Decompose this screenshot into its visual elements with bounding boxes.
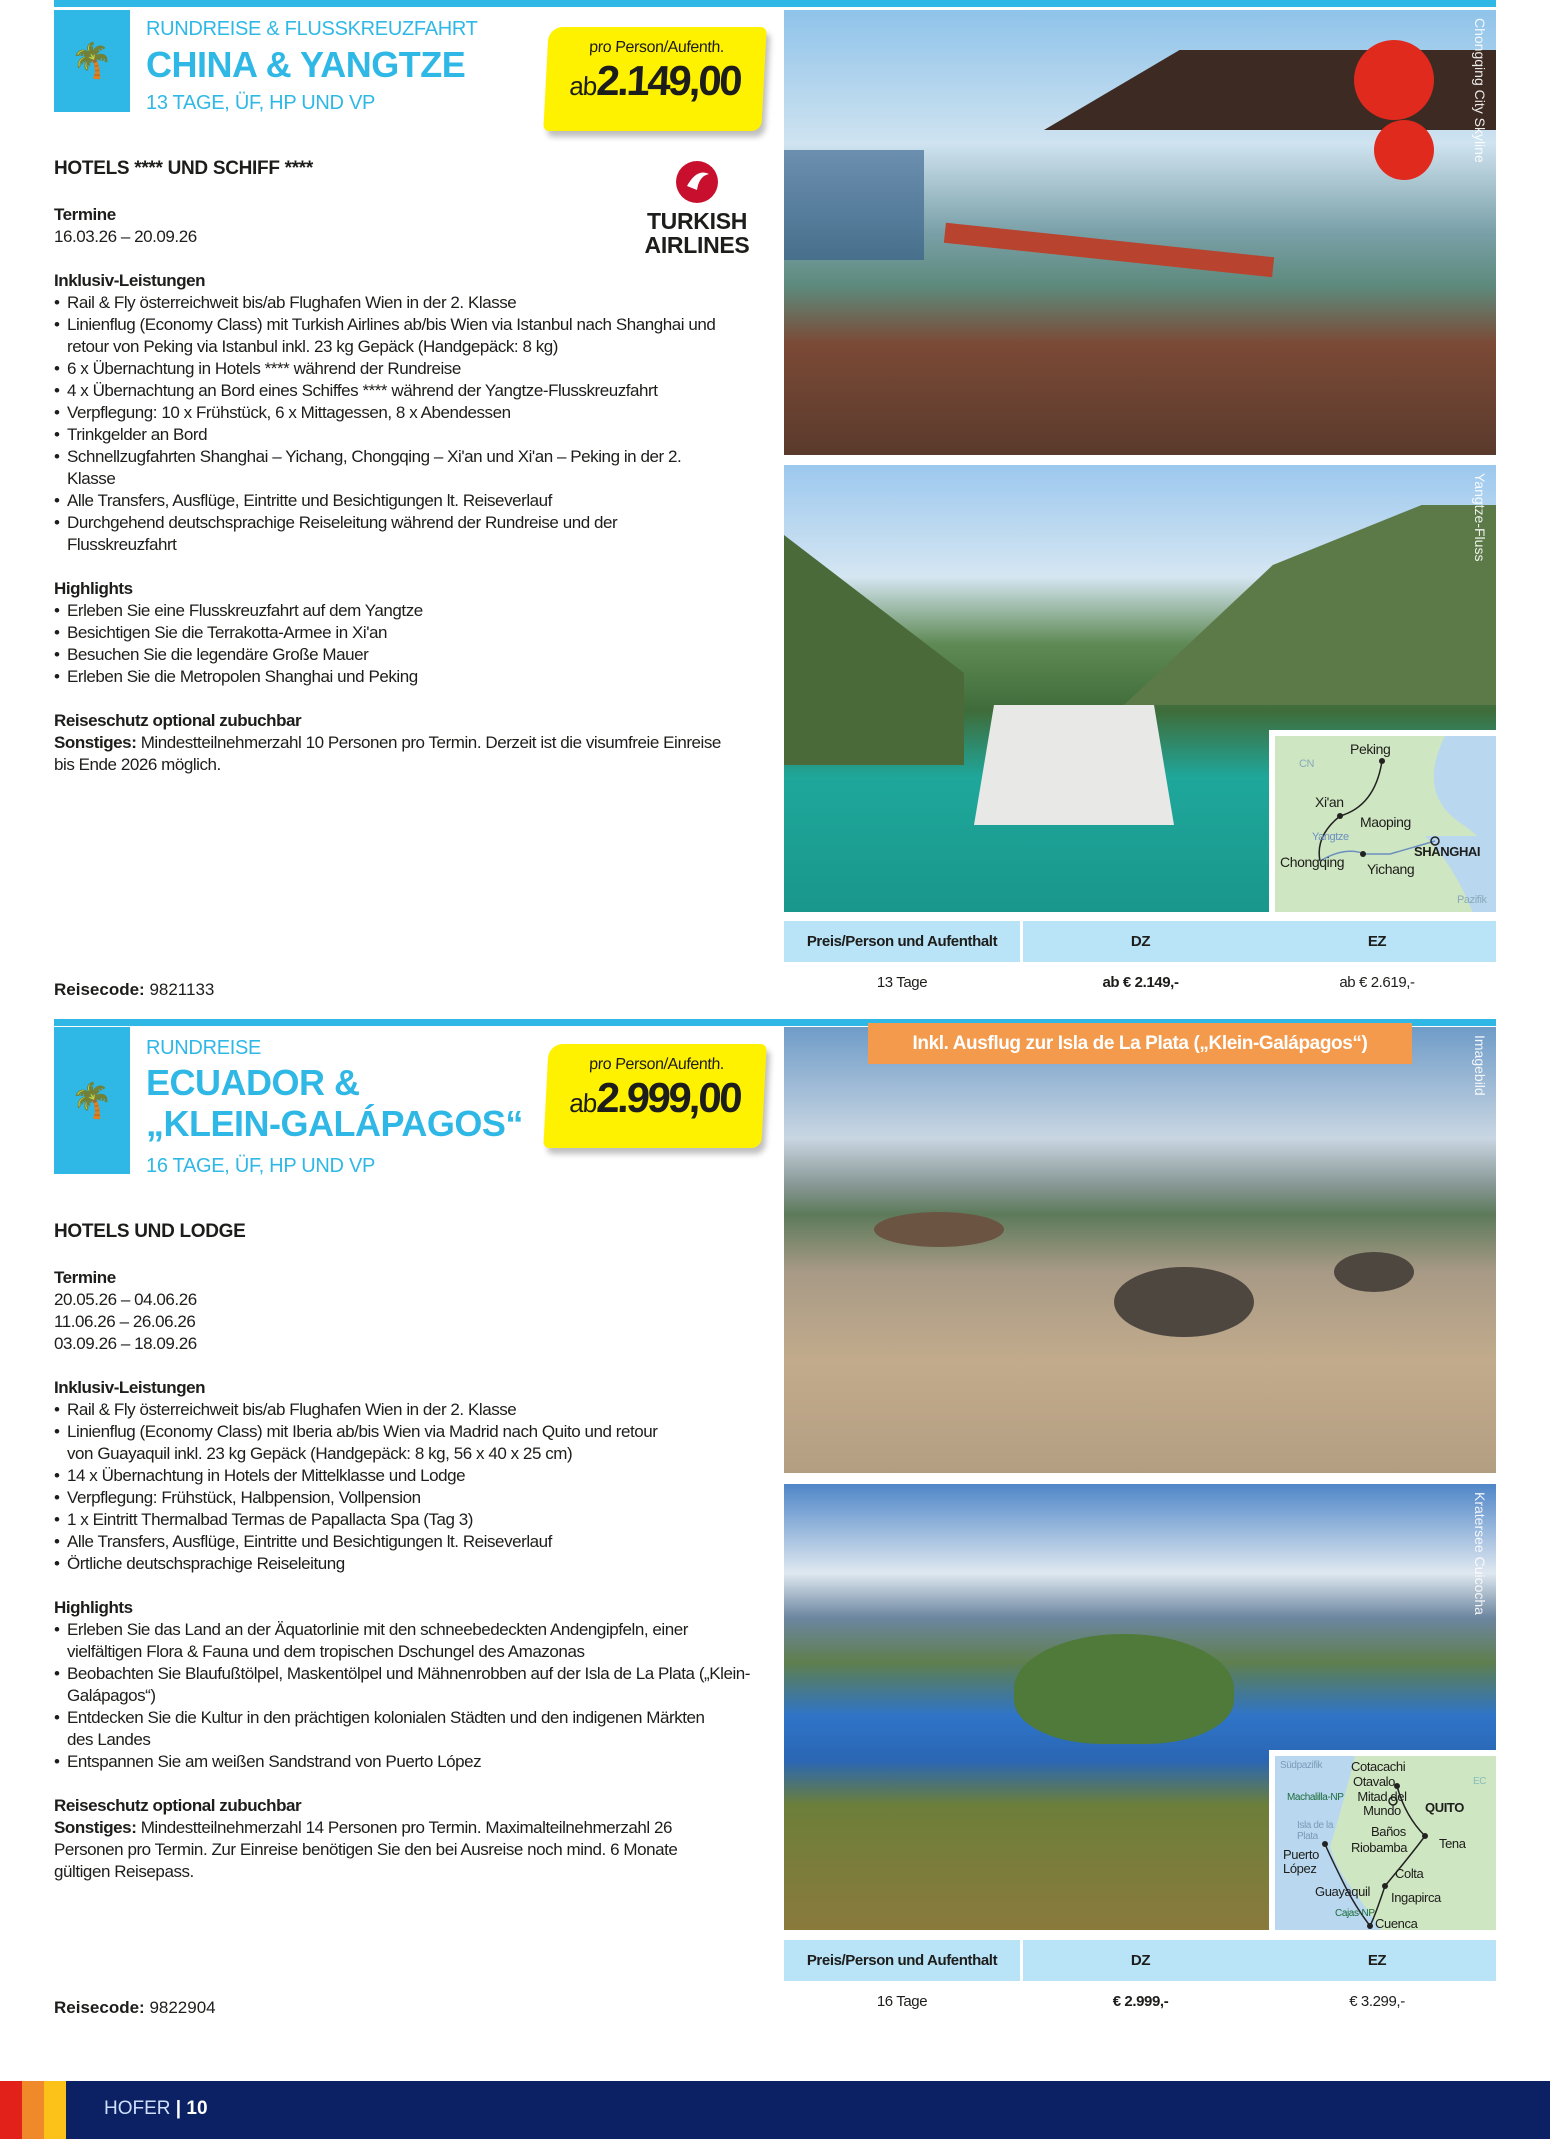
reisecode-label: Reisecode:: [54, 980, 145, 999]
map-label: Peking: [1350, 741, 1391, 757]
price-table: [784, 1940, 1496, 2021]
table-cell: ab € 2.619,-: [1339, 973, 1415, 991]
table-header: EZ: [1258, 1940, 1496, 1981]
list-item: • 1 x Eintritt Thermalbad Termas de Papallacta Spa (Tag 3): [54, 1509, 754, 1531]
price-badge-label: pro Person/Aufenth.: [588, 1056, 725, 1073]
route-map-china: [1269, 730, 1496, 912]
map-label: Mitad del Mundo: [1357, 1789, 1407, 1818]
route-map-ecuador: [1269, 1750, 1496, 1930]
section-divider: [54, 0, 1496, 7]
map-label: Südpazifik: [1280, 1760, 1323, 1771]
reisecode-value: 9821133: [149, 980, 215, 999]
offer-category: RUNDREISE & FLUSSKREUZFAHRT: [146, 18, 478, 40]
price-badge: [543, 1044, 766, 1148]
termine-label: Termine: [54, 205, 116, 224]
list-item: • Rail & Fly österreichweit bis/ab Flughafen Wien in der 2. Klasse: [54, 1399, 754, 1421]
list-item: • Besuchen Sie die legendäre Große Mauer: [54, 644, 754, 666]
price-prefix: ab: [568, 1088, 598, 1118]
table-cell: € 2.999,-: [1112, 1992, 1169, 2010]
map-label: Ingapirca: [1391, 1890, 1441, 1905]
inklusiv-label: Inklusiv-Leistungen: [54, 1378, 206, 1397]
list-item: • Schnellzugfahrten Shanghai – Yichang, Chongqing – Xi'an und Xi'an – Peking in der 2. Klasse: [54, 446, 694, 490]
table-header: DZ: [1023, 921, 1258, 962]
table-header: DZ: [1023, 1940, 1258, 1981]
map-label: Yangtze: [1312, 831, 1349, 843]
map-label: Yichang: [1367, 861, 1415, 877]
offer-subtitle: 13 TAGE, ÜF, HP UND VP: [146, 92, 376, 114]
list-item: • Erleben Sie eine Flusskreuzfahrt auf dem Yangtze: [54, 600, 754, 622]
price-value: 2.999,00: [595, 1074, 742, 1121]
accommodation-heading: HOTELS **** UND SCHIFF ****: [54, 158, 313, 179]
highlights-list: [54, 600, 754, 688]
table-row: [784, 962, 1496, 1002]
termin-date: 20.05.26 – 04.06.26: [54, 1290, 197, 1309]
termin-date: 03.09.26 – 18.09.26: [54, 1334, 197, 1353]
offer-category: RUNDREISE: [146, 1037, 262, 1059]
map-label: Chongqing: [1280, 854, 1345, 870]
map-label: Otavalo: [1353, 1774, 1396, 1789]
photo-chongqing: [784, 10, 1496, 455]
price-badge: [543, 27, 766, 131]
map-label: Maoping: [1360, 814, 1411, 830]
map-label: Colta: [1395, 1866, 1424, 1881]
list-item: • 14 x Übernachtung in Hotels der Mittelklasse und Lodge: [54, 1465, 754, 1487]
list-item: • Durchgehend deutschsprachige Reiseleitung während der Rundreise und der Flusskreuzfahrt: [54, 512, 694, 556]
inklusiv-list: [54, 292, 754, 556]
stripe-orange: [22, 2081, 44, 2139]
map-label: Machalilla-NP: [1287, 1792, 1344, 1803]
palm-tree-icon: 🌴: [54, 1027, 130, 1174]
reiseschutz-note: Reiseschutz optional zubuchbar: [54, 711, 302, 730]
photo-credit: Chongqing City Skyline: [1472, 18, 1488, 163]
list-item: • Verpflegung: Frühstück, Halbpension, Vollpension: [54, 1487, 754, 1509]
map-label: Puerto López: [1283, 1847, 1319, 1876]
table-header: Preis/Person und Aufenthalt: [784, 921, 1020, 962]
airline-bird-icon: [675, 160, 719, 204]
offer-details: [54, 1267, 754, 1883]
price-prefix: ab: [568, 71, 598, 101]
price-table: [784, 921, 1496, 1002]
price-value: 2.149,00: [595, 57, 742, 104]
map-label: SHANGHAI: [1414, 844, 1481, 859]
termin-date: 16.03.26 – 20.09.26: [54, 227, 197, 246]
offer-title-line-1: ECUADOR &: [146, 1062, 360, 1103]
page-number-value: 10: [186, 2098, 208, 2119]
reisecode-value: 9822904: [149, 1998, 216, 2017]
map-label: EC: [1473, 1776, 1487, 1787]
list-item: • Verpflegung: 10 x Frühstück, 6 x Mittagessen, 8 x Abendessen: [54, 402, 754, 424]
map-label: Xi'an: [1315, 794, 1344, 810]
map-label: Isla de la Plata: [1297, 1820, 1334, 1842]
offer-details: [54, 204, 754, 776]
map-label: Baños: [1371, 1824, 1406, 1839]
airline-name: TURKISH AIRLINES: [644, 208, 750, 258]
list-item: • Alle Transfers, Ausflüge, Eintritte und Besichtigungen lt. Reiseverlauf: [54, 1531, 754, 1553]
table-cell: 16 Tage: [876, 1992, 928, 2010]
map-label: Tena: [1439, 1836, 1466, 1851]
list-item: • Linienflug (Economy Class) mit Turkish Airlines ab/bis Wien via Istanbul nach Shanghai und retour von Peking via Istanbul inkl. 23 kg Gepäck (Handgepäck: 8 kg): [54, 314, 754, 358]
excursion-banner: Inkl. Ausflug zur Isla de La Plata („Klein-Galápagos“): [868, 1023, 1412, 1064]
map-label: Pazifik: [1457, 894, 1487, 906]
sonstiges-text: Mindestteilnehmerzahl 10 Personen pro Termin. Derzeit ist die visumfreie Einreise bis Ende 2026 möglich.: [54, 733, 721, 774]
inklusiv-label: Inklusiv-Leistungen: [54, 271, 206, 290]
map-label: QUITO: [1425, 1800, 1464, 1815]
table-header: Preis/Person und Aufenthalt: [784, 1940, 1020, 1981]
list-item: • Erleben Sie das Land an der Äquatorlinie mit den schneebedeckten Andengipfeln, einer vielfältigen Flora & Fauna und dem tropischen Dschungel des Amazonas: [54, 1619, 734, 1663]
photo-credit: Yangtze-Fluss: [1472, 473, 1488, 562]
sonstiges-label: Sonstiges:: [54, 1818, 137, 1837]
stripe-yellow: [44, 2081, 66, 2139]
table-row: [784, 1981, 1496, 2021]
palm-tree-icon: 🌴: [54, 10, 130, 112]
list-item: • Rail & Fly österreichweit bis/ab Flughafen Wien in der 2. Klasse: [54, 292, 754, 314]
photo-credit: Imagebild: [1472, 1035, 1488, 1096]
list-item: • Örtliche deutschsprachige Reiseleitung: [54, 1553, 754, 1575]
highlights-list: [54, 1619, 754, 1773]
map-label: Riobamba: [1351, 1840, 1408, 1855]
sonstiges-text: Mindestteilnehmerzahl 14 Personen pro Termin. Maximalteilnehmerzahl 26 Personen pro Termin. Zur Einreise benötigen Sie den bei Ausreise noch mind. 6 Monate gültigen Reisepass.: [54, 1818, 678, 1881]
list-item: • Alle Transfers, Ausflüge, Eintritte und Besichtigungen lt. Reiseverlauf: [54, 490, 754, 512]
photo-credit: Kratersee Cuicocha: [1472, 1492, 1488, 1615]
map-label: Cajas-NP: [1335, 1908, 1375, 1919]
reiseschutz-note: Reiseschutz optional zubuchbar: [54, 1796, 302, 1815]
reisecode-label: Reisecode:: [54, 1998, 145, 2017]
highlights-label: Highlights: [54, 1598, 133, 1617]
map-label: Guayaquil: [1315, 1884, 1370, 1899]
accommodation-heading: HOTELS UND LODGE: [54, 1221, 246, 1242]
list-item: • Linienflug (Economy Class) mit Iberia ab/bis Wien via Madrid nach Quito und retour von Guayaquil inkl. 23 kg Gepäck (Handgepäck: 8 kg, 56 x 40 x 25 cm): [54, 1421, 679, 1465]
table-header: EZ: [1258, 921, 1496, 962]
offer-title-line-2: „KLEIN-GALÁPAGOS“: [146, 1103, 523, 1144]
photo-sea-lions: [784, 1027, 1496, 1473]
list-item: • 6 x Übernachtung in Hotels **** während der Rundreise: [54, 358, 754, 380]
map-label: CN: [1299, 758, 1315, 770]
list-item: • Beobachten Sie Blaufußtölpel, Maskentölpel und Mähnenrobben auf der Isla de La Plata („Klein-Galápagos“): [54, 1663, 774, 1707]
offer-subtitle: 16 TAGE, ÜF, HP UND VP: [146, 1155, 376, 1177]
map-label: Cuenca: [1375, 1916, 1418, 1930]
reisecode: [54, 980, 214, 1000]
list-item: • Besichtigen Sie die Terrakotta-Armee in Xi'an: [54, 622, 754, 644]
reisecode: [54, 1998, 216, 2018]
inklusiv-list: [54, 1399, 754, 1575]
sonstiges-label: Sonstiges:: [54, 733, 137, 752]
page-footer: [0, 2081, 1550, 2139]
offer-title: CHINA & YANGTZE: [146, 44, 466, 85]
map-label: Cotacachi: [1351, 1759, 1406, 1774]
termine-label: Termine: [54, 1268, 116, 1287]
page-number: HOFER | 10: [104, 2098, 208, 2119]
table-cell: 13 Tage: [876, 973, 928, 991]
list-item: • Entspannen Sie am weißen Sandstrand von Puerto López: [54, 1751, 754, 1773]
list-item: • 4 x Übernachtung an Bord eines Schiffes **** während der Yangtze-Flusskreuzfahrt: [54, 380, 754, 402]
table-cell: € 3.299,-: [1349, 1992, 1405, 2010]
list-item: • Trinkgelder an Bord: [54, 424, 754, 446]
highlights-label: Highlights: [54, 579, 133, 598]
list-item: • Erleben Sie die Metropolen Shanghai und Peking: [54, 666, 754, 688]
table-cell: ab € 2.149,-: [1102, 973, 1179, 991]
brand-name: HOFER: [104, 2098, 171, 2119]
termin-date: 11.06.26 – 26.06.26: [54, 1312, 196, 1331]
stripe-red: [0, 2081, 22, 2139]
list-item: • Entdecken Sie die Kultur in den prächtigen kolonialen Städten und den indigenen Märkten des Landes: [54, 1707, 734, 1751]
price-badge-label: pro Person/Aufenth.: [588, 39, 725, 56]
